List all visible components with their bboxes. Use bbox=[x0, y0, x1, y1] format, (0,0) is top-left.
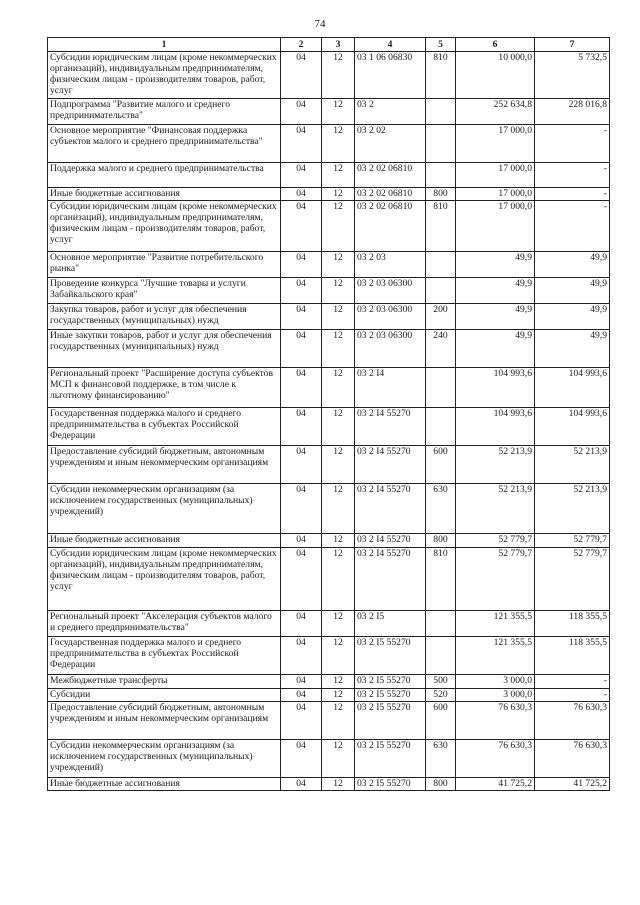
table-cell-c6: 49,9 bbox=[456, 304, 535, 330]
table-cell-c5 bbox=[426, 611, 456, 637]
table-cell-c2: 04 bbox=[281, 278, 322, 304]
table-row bbox=[48, 637, 610, 675]
table-cell-c6: 3 000,0 bbox=[456, 675, 535, 689]
table-cell-c2: 04 bbox=[281, 740, 322, 778]
table-cell-c5 bbox=[426, 99, 456, 125]
table-cell-c4: 03 2 I4 55270 bbox=[355, 484, 426, 534]
table-cell-c4: 03 2 03 06300 bbox=[355, 330, 426, 368]
table-cell-c2: 04 bbox=[281, 304, 322, 330]
table-cell-c5: 200 bbox=[426, 304, 456, 330]
table-cell-c3: 12 bbox=[322, 702, 355, 740]
table-cell-c5: 500 bbox=[426, 675, 456, 689]
table-cell-c3: 12 bbox=[322, 611, 355, 637]
table-cell-c3: 12 bbox=[322, 446, 355, 484]
table-cell-c5: 600 bbox=[426, 446, 456, 484]
table-cell-c4: 03 2 02 bbox=[355, 125, 426, 163]
table-cell-c3: 12 bbox=[322, 548, 355, 611]
table-cell-c3: 12 bbox=[322, 252, 355, 278]
table-row bbox=[48, 534, 610, 548]
table-cell-c7: 104 993,6 bbox=[535, 408, 610, 446]
table-cell-c3: 12 bbox=[322, 637, 355, 675]
table-cell-c2: 04 bbox=[281, 534, 322, 548]
table-cell-c4: 03 2 bbox=[355, 99, 426, 125]
table-cell-c6: 49,9 bbox=[456, 278, 535, 304]
table-cell-c6: 76 630,3 bbox=[456, 740, 535, 778]
table-cell-c5: 600 bbox=[426, 702, 456, 740]
column-header: 5 bbox=[426, 38, 456, 52]
table-cell-c4: 03 2 I4 55270 bbox=[355, 408, 426, 446]
table-cell-c7: - bbox=[535, 163, 610, 188]
table-cell-c3: 12 bbox=[322, 330, 355, 368]
row-label-cell: Подпрограмма "Развитие малого и среднего предпринимательства" bbox=[48, 99, 281, 125]
table-cell-c4: 03 2 I5 55270 bbox=[355, 778, 426, 791]
table-row bbox=[48, 548, 610, 611]
table-cell-c7: 41 725,2 bbox=[535, 778, 610, 791]
table-cell-c6: 17 000,0 bbox=[456, 201, 535, 252]
table-cell-c7: - bbox=[535, 201, 610, 252]
row-label-cell: Государственная поддержка малого и среднего предпринимательства в субъектах Российской Федерации bbox=[48, 408, 281, 446]
table-row bbox=[48, 778, 610, 791]
table-cell-c5 bbox=[426, 368, 456, 408]
table-row bbox=[48, 675, 610, 689]
table-cell-c6: 52 213,9 bbox=[456, 484, 535, 534]
row-label-cell: Региональный проект "Акселерация субъектов малого и среднего предпринимательства" bbox=[48, 611, 281, 637]
table-row bbox=[48, 163, 610, 188]
column-header: 3 bbox=[322, 38, 355, 52]
table-cell-c7: 5 732,5 bbox=[535, 52, 610, 99]
table-cell-c6: 121 355,5 bbox=[456, 637, 535, 675]
table-cell-c7: 76 630,3 bbox=[535, 702, 610, 740]
table-cell-c2: 04 bbox=[281, 52, 322, 99]
table-cell-c5: 630 bbox=[426, 740, 456, 778]
column-header: 7 bbox=[535, 38, 610, 52]
table-row bbox=[48, 702, 610, 740]
table-row bbox=[48, 330, 610, 368]
budget-table bbox=[47, 37, 610, 791]
table-cell-c7: 49,9 bbox=[535, 330, 610, 368]
table-cell-c3: 12 bbox=[322, 304, 355, 330]
table-cell-c2: 04 bbox=[281, 125, 322, 163]
table-cell-c6: 49,9 bbox=[456, 330, 535, 368]
table-cell-c6: 252 634,8 bbox=[456, 99, 535, 125]
table-cell-c3: 12 bbox=[322, 99, 355, 125]
column-header: 4 bbox=[355, 38, 426, 52]
row-label-cell: Предоставление субсидий бюджетным, автономным учреждениям и иным некоммерческим организациям bbox=[48, 702, 281, 740]
table-cell-c7: 49,9 bbox=[535, 304, 610, 330]
table-cell-c7: 49,9 bbox=[535, 278, 610, 304]
table-cell-c6: 3 000,0 bbox=[456, 689, 535, 702]
table-cell-c4: 03 2 I5 55270 bbox=[355, 637, 426, 675]
table-cell-c5: 810 bbox=[426, 548, 456, 611]
row-label-cell: Субсидии юридическим лицам (кроме некоммерческих организаций), индивидуальным предпринимателям, физическим лицам - производителям товаров, работ, услуг bbox=[48, 52, 281, 99]
row-label-cell: Региональный проект "Расширение доступа субъектов МСП к финансовой поддержке, в том числе к льготному финансированию" bbox=[48, 368, 281, 408]
table-cell-c5: 520 bbox=[426, 689, 456, 702]
table-cell-c4: 03 2 I5 55270 bbox=[355, 689, 426, 702]
table-cell-c6: 49,9 bbox=[456, 252, 535, 278]
table-cell-c2: 04 bbox=[281, 446, 322, 484]
table-cell-c7: 118 355,5 bbox=[535, 637, 610, 675]
table-cell-c2: 04 bbox=[281, 368, 322, 408]
table-row bbox=[48, 611, 610, 637]
table-row bbox=[48, 740, 610, 778]
table-row bbox=[48, 278, 610, 304]
table-cell-c7: 228 016,8 bbox=[535, 99, 610, 125]
table-row bbox=[48, 252, 610, 278]
table-cell-c7: - bbox=[535, 689, 610, 702]
table-cell-c2: 04 bbox=[281, 689, 322, 702]
row-label-cell: Иные бюджетные ассигнования bbox=[48, 188, 281, 201]
row-label-cell: Поддержка малого и среднего предпринимательства bbox=[48, 163, 281, 188]
row-label-cell: Основное мероприятие "Финансовая поддержка субъектов малого и среднего предпринимательства" bbox=[48, 125, 281, 163]
table-cell-c7: 49,9 bbox=[535, 252, 610, 278]
row-label-cell: Иные закупки товаров, работ и услуг для обеспечения государственных (муниципальных) нужд bbox=[48, 330, 281, 368]
table-cell-c4: 03 2 I4 bbox=[355, 368, 426, 408]
row-label-cell: Субсидии некоммерческим организациям (за исключением государственных (муниципальных) учреждений) bbox=[48, 484, 281, 534]
table-cell-c2: 04 bbox=[281, 484, 322, 534]
table-cell-c2: 04 bbox=[281, 201, 322, 252]
table-cell-c3: 12 bbox=[322, 188, 355, 201]
row-label-cell: Субсидии юридическим лицам (кроме некоммерческих организаций), индивидуальным предпринимателям, физическим лицам - производителям товаров, работ, услуг bbox=[48, 548, 281, 611]
row-label-cell: Закупка товаров, работ и услуг для обеспечения государственных (муниципальных) нужд bbox=[48, 304, 281, 330]
table-cell-c2: 04 bbox=[281, 637, 322, 675]
page-number: 74 bbox=[314, 18, 326, 30]
table-cell-c2: 04 bbox=[281, 252, 322, 278]
table-row bbox=[48, 201, 610, 252]
table-cell-c5 bbox=[426, 163, 456, 188]
table-cell-c7: 52 779,7 bbox=[535, 534, 610, 548]
table-cell-c7: 52 213,9 bbox=[535, 484, 610, 534]
table-cell-c6: 121 355,5 bbox=[456, 611, 535, 637]
table-cell-c3: 12 bbox=[322, 484, 355, 534]
table-row bbox=[48, 52, 610, 99]
table-cell-c4: 03 2 I5 55270 bbox=[355, 702, 426, 740]
table-cell-c4: 03 2 03 bbox=[355, 252, 426, 278]
table-cell-c5: 810 bbox=[426, 52, 456, 99]
table-cell-c4: 03 2 03 06300 bbox=[355, 278, 426, 304]
table-row bbox=[48, 304, 610, 330]
table-cell-c5: 800 bbox=[426, 534, 456, 548]
table-cell-c5: 800 bbox=[426, 188, 456, 201]
table-cell-c4: 03 2 I5 55270 bbox=[355, 675, 426, 689]
table-cell-c5 bbox=[426, 125, 456, 163]
row-label-cell: Основное мероприятие "Развитие потребительского рынка" bbox=[48, 252, 281, 278]
table-cell-c3: 12 bbox=[322, 408, 355, 446]
column-header: 6 bbox=[456, 38, 535, 52]
table-cell-c3: 12 bbox=[322, 675, 355, 689]
row-label-cell: Проведение конкурса "Лучшие товары и услуги Забайкальского края" bbox=[48, 278, 281, 304]
table-cell-c6: 52 779,7 bbox=[456, 534, 535, 548]
table-cell-c5 bbox=[426, 278, 456, 304]
table-cell-c2: 04 bbox=[281, 611, 322, 637]
table-cell-c4: 03 1 06 06830 bbox=[355, 52, 426, 99]
column-header: 2 bbox=[281, 38, 322, 52]
table-cell-c4: 03 2 03 06300 bbox=[355, 304, 426, 330]
table-cell-c4: 03 2 I5 55270 bbox=[355, 740, 426, 778]
table-cell-c5: 810 bbox=[426, 201, 456, 252]
table-cell-c7: 104 993,6 bbox=[535, 368, 610, 408]
table-cell-c3: 12 bbox=[322, 368, 355, 408]
table-row bbox=[48, 689, 610, 702]
table-cell-c3: 12 bbox=[322, 52, 355, 99]
table-header-row bbox=[48, 38, 610, 52]
table-cell-c2: 04 bbox=[281, 408, 322, 446]
table-cell-c6: 17 000,0 bbox=[456, 188, 535, 201]
table-cell-c2: 04 bbox=[281, 188, 322, 201]
table-cell-c6: 17 000,0 bbox=[456, 163, 535, 188]
table-cell-c6: 41 725,2 bbox=[456, 778, 535, 791]
table-cell-c5: 240 bbox=[426, 330, 456, 368]
row-label-cell: Субсидии юридическим лицам (кроме некоммерческих организаций), индивидуальным предпринимателям, физическим лицам - производителям товаров, работ, услуг bbox=[48, 201, 281, 252]
table-cell-c6: 10 000,0 bbox=[456, 52, 535, 99]
table-cell-c7: 118 355,5 bbox=[535, 611, 610, 637]
table-row bbox=[48, 446, 610, 484]
table-row bbox=[48, 368, 610, 408]
row-label-cell: Иные бюджетные ассигнования bbox=[48, 778, 281, 791]
table-cell-c2: 04 bbox=[281, 548, 322, 611]
table-row bbox=[48, 484, 610, 534]
table-cell-c2: 04 bbox=[281, 702, 322, 740]
row-label-cell: Межбюджетные трансферты bbox=[48, 675, 281, 689]
row-label-cell: Иные бюджетные ассигнования bbox=[48, 534, 281, 548]
table-cell-c4: 03 2 I5 bbox=[355, 611, 426, 637]
table-cell-c4: 03 2 02 06810 bbox=[355, 201, 426, 252]
table-cell-c6: 104 993,6 bbox=[456, 368, 535, 408]
table-cell-c5: 630 bbox=[426, 484, 456, 534]
row-label-cell: Субсидии некоммерческим организациям (за исключением государственных (муниципальных) учреждений) bbox=[48, 740, 281, 778]
table-cell-c3: 12 bbox=[322, 778, 355, 791]
table-row bbox=[48, 99, 610, 125]
table-cell-c7: 76 630,3 bbox=[535, 740, 610, 778]
table-cell-c2: 04 bbox=[281, 330, 322, 368]
table-cell-c3: 12 bbox=[322, 534, 355, 548]
table-cell-c2: 04 bbox=[281, 675, 322, 689]
table-cell-c5 bbox=[426, 252, 456, 278]
table-cell-c4: 03 2 I4 55270 bbox=[355, 534, 426, 548]
table-row bbox=[48, 188, 610, 201]
table-cell-c6: 17 000,0 bbox=[456, 125, 535, 163]
table-cell-c3: 12 bbox=[322, 689, 355, 702]
table-cell-c6: 52 213,9 bbox=[456, 446, 535, 484]
row-label-cell: Государственная поддержка малого и среднего предпринимательства в субъектах Российской Федерации bbox=[48, 637, 281, 675]
table-cell-c3: 12 bbox=[322, 125, 355, 163]
table-cell-c7: - bbox=[535, 188, 610, 201]
table-cell-c2: 04 bbox=[281, 778, 322, 791]
row-label-cell: Предоставление субсидий бюджетным, автономным учреждениям и иным некоммерческим организациям bbox=[48, 446, 281, 484]
table-cell-c4: 03 2 02 06810 bbox=[355, 163, 426, 188]
table-cell-c7: - bbox=[535, 125, 610, 163]
table-cell-c5 bbox=[426, 408, 456, 446]
table-cell-c3: 12 bbox=[322, 163, 355, 188]
table-row bbox=[48, 408, 610, 446]
table-cell-c3: 12 bbox=[322, 278, 355, 304]
table-cell-c3: 12 bbox=[322, 201, 355, 252]
table-cell-c5: 800 bbox=[426, 778, 456, 791]
table-cell-c2: 04 bbox=[281, 99, 322, 125]
table-cell-c7: 52 779,7 bbox=[535, 548, 610, 611]
table-cell-c6: 104 993,6 bbox=[456, 408, 535, 446]
column-header: 1 bbox=[48, 38, 281, 52]
row-label-cell: Субсидии bbox=[48, 689, 281, 702]
table-cell-c4: 03 2 02 06810 bbox=[355, 188, 426, 201]
table-cell-c6: 76 630,3 bbox=[456, 702, 535, 740]
table-cell-c6: 52 779,7 bbox=[456, 548, 535, 611]
table-body bbox=[48, 52, 610, 791]
table-cell-c5 bbox=[426, 637, 456, 675]
table-row bbox=[48, 125, 610, 163]
table-cell-c3: 12 bbox=[322, 740, 355, 778]
table-cell-c7: - bbox=[535, 675, 610, 689]
table-cell-c4: 03 2 I4 55270 bbox=[355, 446, 426, 484]
table-cell-c4: 03 2 I4 55270 bbox=[355, 548, 426, 611]
table-cell-c7: 52 213,9 bbox=[535, 446, 610, 484]
table-cell-c2: 04 bbox=[281, 163, 322, 188]
